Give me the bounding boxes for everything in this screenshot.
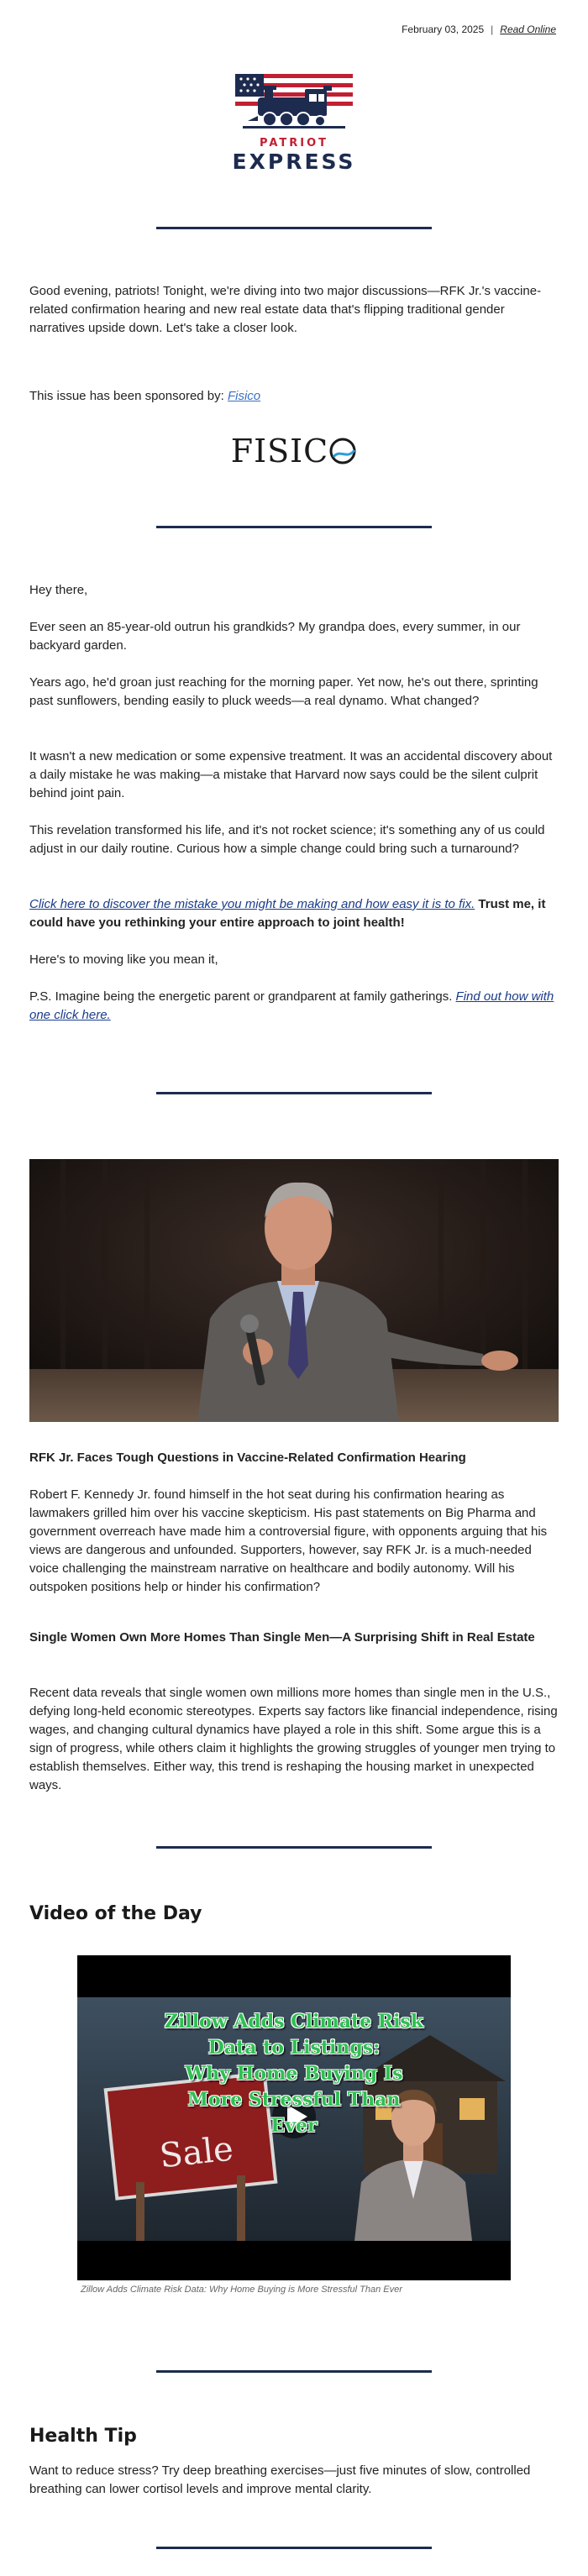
overlay-line-1: Zillow Adds Climate Risk	[164, 2011, 424, 2033]
header-separator: |	[491, 24, 494, 35]
ad-ps	[29, 988, 559, 1025]
story-1-body: Robert F. Kennedy Jr. found himself in the hot seat during his confirmation hearing as lawmakers grilled him over his vaccine skepticism. His past statements on Big Pharma and government overreach have made him a controversial figure, with opponents arguing that his views are dangerous and unfounded. Supporters, however, say RFK Jr. is a much-needed voice challenging the mainstream narrative on healthcare and bodily autonomy. Will his outspoken positions help or hinder his confirmation?	[29, 1487, 548, 1594]
video-player[interactable]	[77, 1955, 511, 2280]
health-tip-title: Health Tip	[29, 2426, 137, 2447]
intro-paragraph: Good evening, patriots! Tonight, we're diving into two major discussions—RFK Jr.'s vaccine-related confirmation hearing and new real estate data that's flipping traditional gender narratives upside down. Let's take a closer look.	[29, 284, 542, 335]
video-overlay-title	[77, 2009, 511, 2139]
ad-paragraph-4: This revelation transformed his life, and it's not rocket science; it's something any of us could adjust in our daily routine. Curious how a simple change could bring such a turnaround?	[29, 823, 545, 856]
ad-paragraph-1: Ever seen an 85-year-old outrun his grandkids? My grandpa does, every summer, in our backyard garden.	[29, 620, 521, 653]
story-1-title: RFK Jr. Faces Tough Questions in Vaccine-Related Confirmation Hearing	[29, 1451, 466, 1465]
fisico-logo-text: FISIC	[230, 433, 329, 470]
section-divider	[156, 1846, 432, 1849]
ad-signoff: Here's to moving like you mean it,	[29, 952, 218, 967]
ad-cta-bold: Trust me, it could have you rethinking your entire approach to joint health!	[29, 897, 546, 930]
sponsor-line	[29, 387, 559, 406]
patriot-express-logo	[0, 69, 588, 174]
section-divider	[156, 526, 432, 528]
section-divider	[156, 2370, 432, 2373]
header-bar	[402, 24, 556, 35]
sale-sign-text: Sale	[157, 2129, 235, 2176]
story-2-title: Single Women Own More Homes Than Single Men—A Surprising Shift in Real Estate	[29, 1630, 535, 1645]
overlay-line-3: Why Home Buying Is	[185, 2063, 403, 2085]
rfk-speaking-photo	[29, 1159, 559, 1422]
train-flag-icon	[231, 69, 357, 133]
ad-paragraph-2: Years ago, he'd groan just reaching for the morning paper. Yet now, he's out there, sprinting past sunflowers, bending easily to pluck weeds—a real dynamo. What changed?	[29, 675, 538, 708]
fisico-o-icon	[328, 437, 357, 465]
section-divider	[156, 2547, 432, 2549]
ad-cta-link[interactable]: Click here to discover the mistake you might be making and how easy it is to fix.	[29, 897, 475, 911]
read-online-link[interactable]: Read Online	[500, 24, 556, 35]
speaker-image	[29, 1159, 559, 1422]
logo-express-text: EXPRESS	[232, 150, 356, 174]
ad-ps-link[interactable]: Find out how with one click here.	[29, 989, 554, 1022]
ad-greeting: Hey there,	[29, 583, 88, 597]
sponsor-link[interactable]: Fisico	[227, 389, 261, 403]
overlay-line-4: More Stressful Than	[187, 2089, 401, 2111]
ad-ps-text: P.S. Imagine being the energetic parent or grandparent at family gatherings.	[29, 989, 456, 1004]
sponsor-prefix: This issue has been sponsored by:	[29, 389, 228, 403]
ad-paragraph-3: It wasn't a new medication or some expensive treatment. It was an accidental discovery about a daily mistake he was making—a mistake that Harvard now says could be the silent culprit behind joint pain.	[29, 749, 553, 800]
health-tip-text: Want to reduce stress? Try deep breathing exercises—just five minutes of slow, controlled breathing can lower cortisol levels and improve mental clarity.	[29, 2463, 531, 2496]
logo-patriot-text: PATRIOT	[259, 137, 329, 150]
issue-date: February 03, 2025	[402, 24, 485, 35]
overlay-line-2: Data to Listings:	[207, 2037, 381, 2059]
ad-cta	[29, 895, 559, 932]
section-divider	[156, 227, 432, 229]
overlay-line-5: Ever	[270, 2115, 318, 2137]
video-caption: Zillow Adds Climate Risk Data: Why Home Buying is More Stressful Than Ever	[81, 2285, 402, 2295]
fisico-logo[interactable]	[0, 433, 588, 470]
video-section-title: Video of the Day	[29, 1903, 202, 1924]
section-divider	[156, 1092, 432, 1094]
story-2-body: Recent data reveals that single women own millions more homes than single men in the U.S., defying long-held economic stereotypes. Experts say factors like financial independence, rising wages, and changing cultural dynamics have played a role in this shift. Some argue this is a sign of progress, while others claim it highlights the growing struggles of younger men trying to establish themselves. Either way, this trend is reshaping the housing market in unexpected ways.	[29, 1686, 558, 1792]
